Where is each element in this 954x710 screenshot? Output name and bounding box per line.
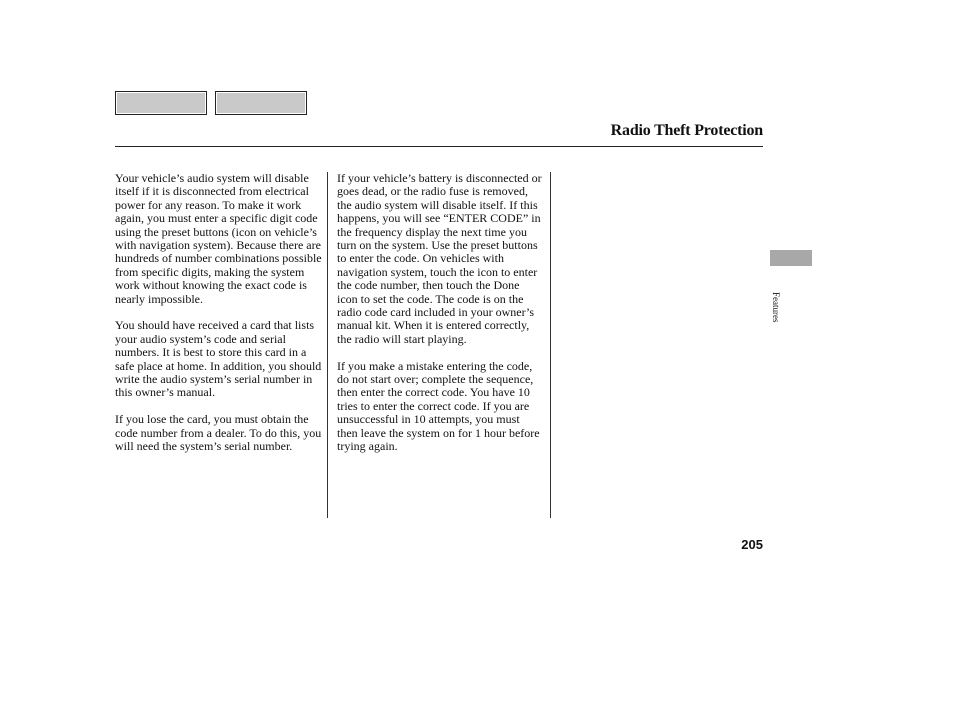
paragraph: If you lose the card, you must obtain the code number from a dealer. To do this, you will need the system’s serial number. [115,412,322,454]
column-divider [550,172,551,518]
header-divider [115,146,763,147]
text-column-middle [337,172,542,467]
column-divider [327,172,328,518]
paragraph: Your vehicle’s audio system will disable itself if it is disconnected from electrical power for any reason. To make it work again, you must enter a specific digit code using the preset buttons (icon on vehicle’s with navigation system). Because there are hundreds of number combinations possible from specific digits, making the system work without knowing the exact code is nearly impossible. [115,171,322,306]
section-tab-marker [770,250,812,266]
paragraph: If you make a mistake entering the code, do not start over; complete the sequence, then enter the correct code. You have 10 tries to enter the correct code. If you are unsuccessful in 10 attempts, you must then leave the system on for 1 hour before trying again. [337,358,540,454]
text-column-left [115,172,327,467]
page-number: 205 [741,537,763,552]
nav-button-index[interactable] [215,91,307,115]
paragraph: If your vehicle’s battery is disconnected or goes dead, or the radio fuse is removed, the audio system will disable itself. If this happens, you will see “ENTER CODE” in the frequency display the next time you turn on the system. Use the preset buttons to enter the code. On vehicles with navigation system, touch the icon to enter the code number, then touch the Done icon to set the code. The code is on the radio code card included in your owner’s manual kit. When it is entered correctly, the radio will start playing. [337,171,542,346]
nav-button-main-menu[interactable] [115,91,207,115]
page-title: Radio Theft Protection [610,122,763,139]
paragraph: You should have received a card that lists your audio system’s code and serial numbers. It is best to store this card in a safe place at home. In addition, you should write the audio system’s serial number in this owner’s manual. [115,318,322,400]
